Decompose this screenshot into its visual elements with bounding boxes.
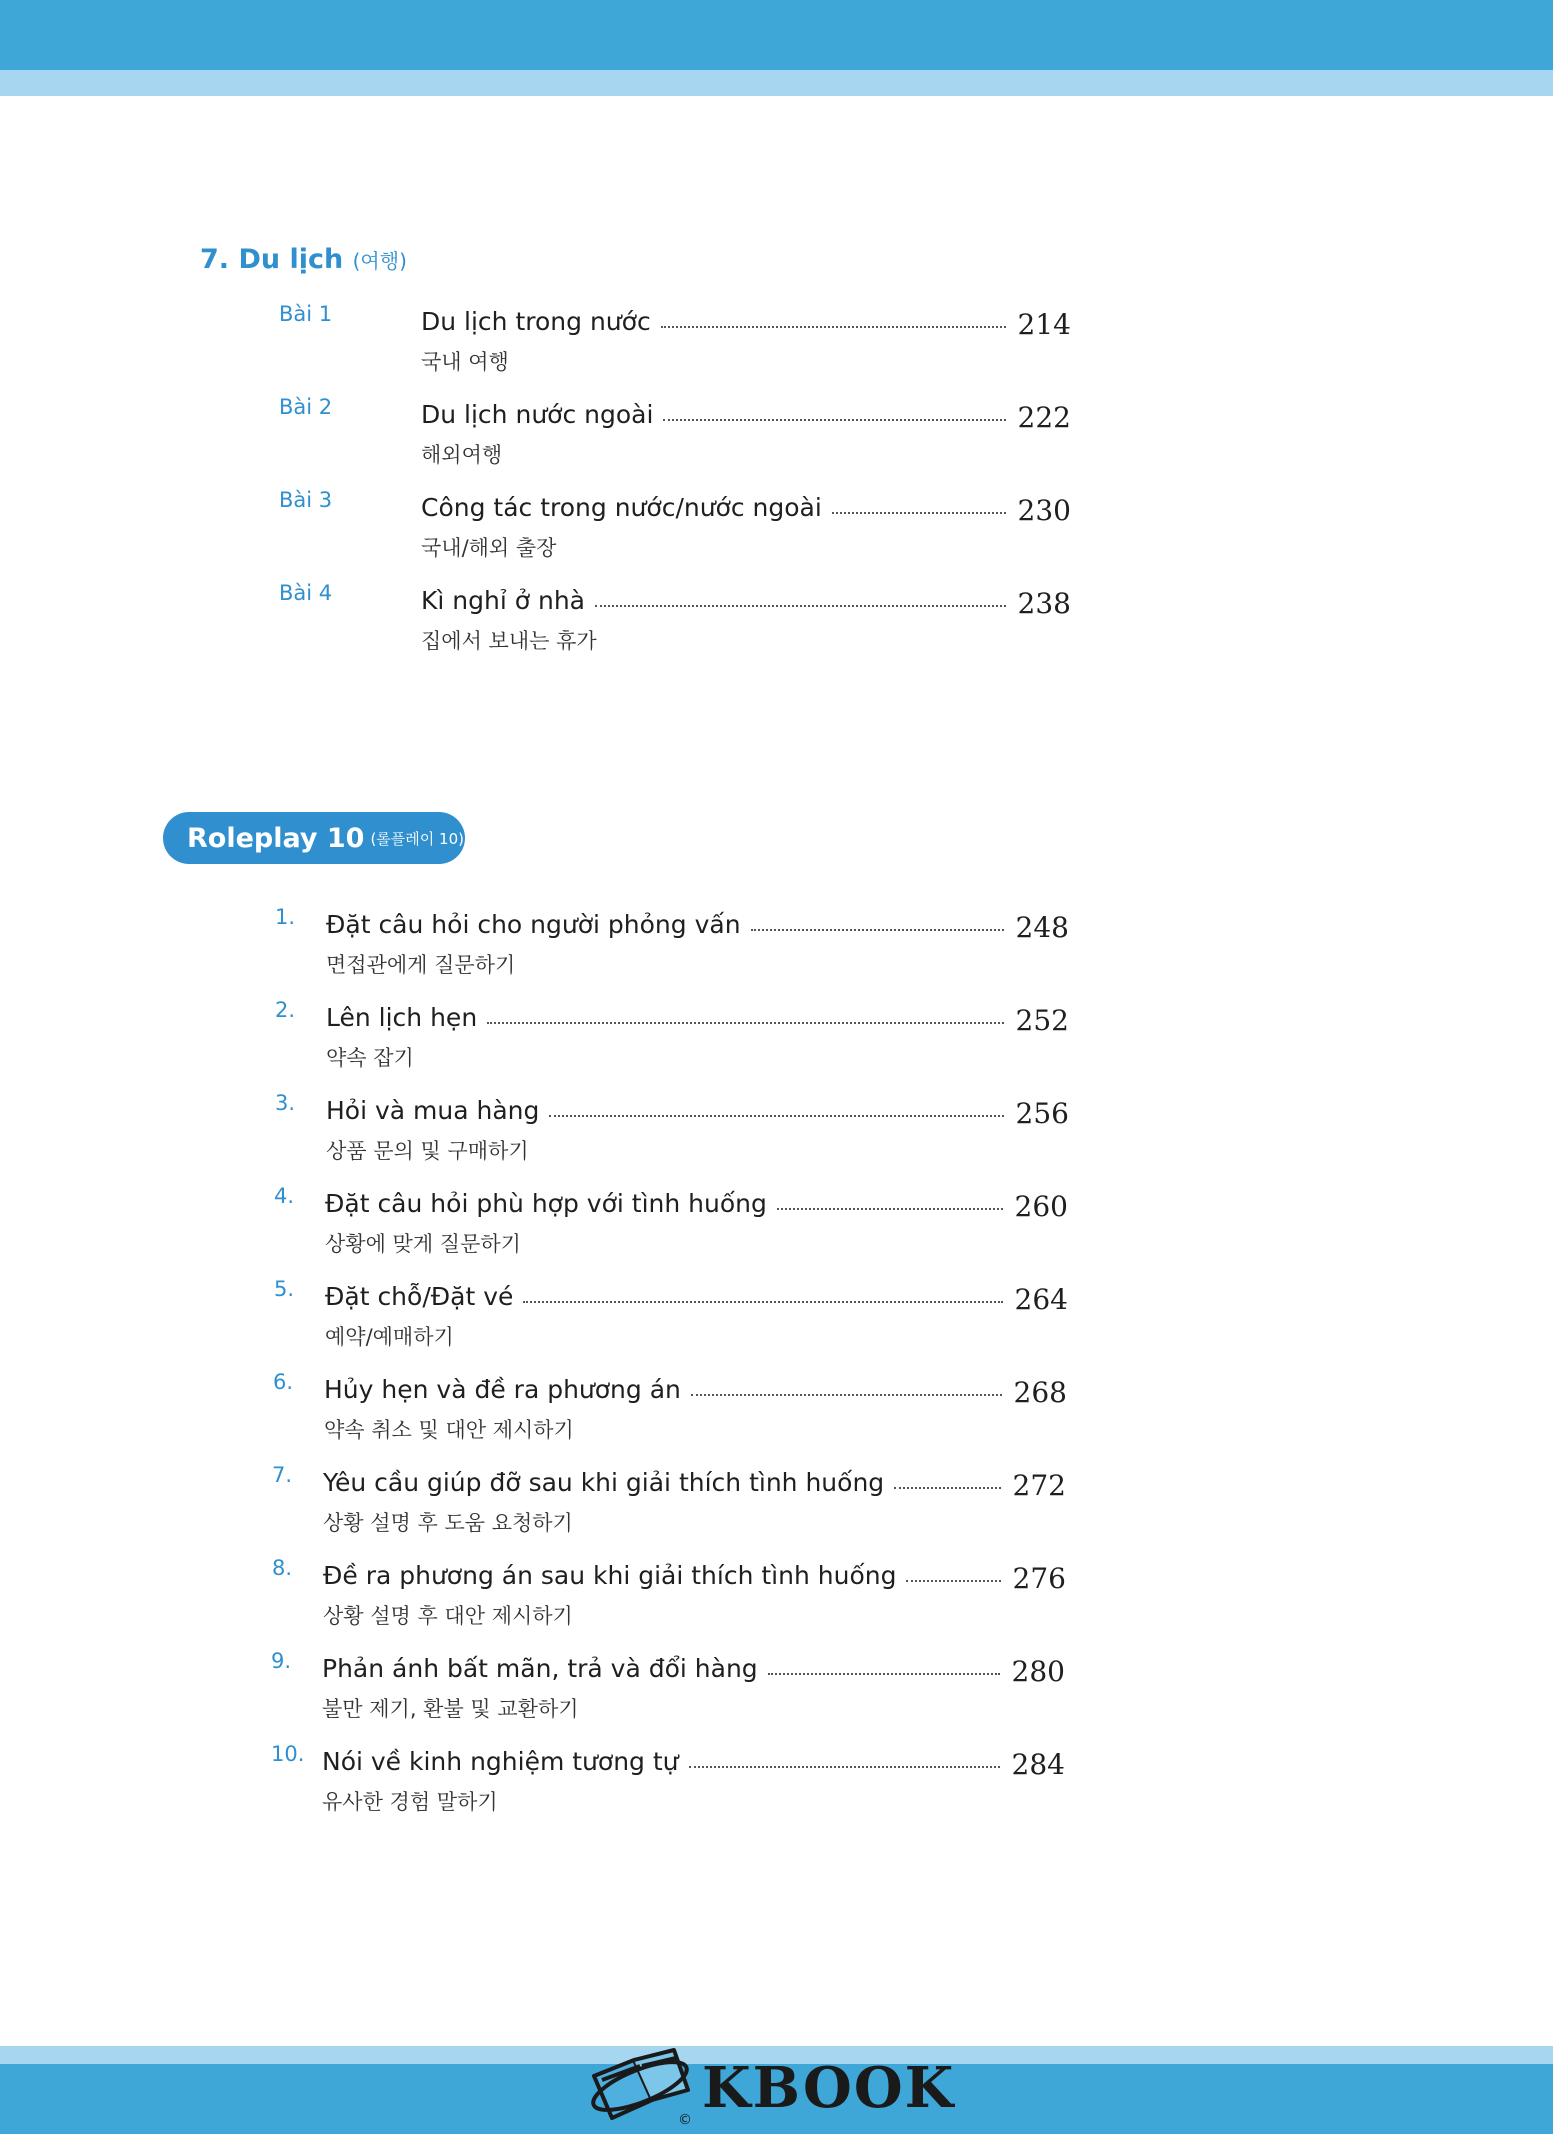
toc-entry-korean: 해외여행 (421, 443, 503, 467)
roleplay-entry-title: Phản ánh bất mãn, trả và đổi hàng (322, 1654, 758, 1683)
roleplay-entry-6[interactable] (273, 1370, 1067, 1460)
roleplay-entry-korean: 불만 제기, 환불 및 교환하기 (322, 1697, 579, 1721)
roleplay-entry-number: 5. (274, 1277, 295, 1301)
dot-leader (751, 929, 1004, 931)
dot-leader (832, 512, 1006, 514)
roleplay-entry-title: Hủy hẹn và đề ra phương án (324, 1375, 681, 1404)
dot-leader (661, 326, 1006, 328)
roleplay-entry-title: Đề ra phương án sau khi giải thích tình huống (323, 1561, 897, 1590)
roleplay-entry-korean: 상황 설명 후 도움 요청하기 (323, 1511, 573, 1535)
roleplay-entry-page: 280 (1011, 1655, 1065, 1688)
toc-entry-title: Du lịch nước ngoài (421, 400, 654, 429)
toc-entry-title: Kì nghỉ ở nhà (421, 586, 585, 615)
roleplay-entry-7[interactable] (272, 1463, 1066, 1553)
roleplay-entry-number: 6. (273, 1370, 294, 1394)
roleplay-heading-pill (163, 812, 465, 864)
roleplay-entry-3[interactable] (275, 1091, 1069, 1181)
dot-leader (777, 1208, 1003, 1210)
kbook-logo (580, 2036, 1000, 2134)
dot-leader (663, 419, 1005, 421)
roleplay-entry-number: 9. (271, 1649, 292, 1673)
roleplay-entry-title: Hỏi và mua hàng (326, 1096, 540, 1125)
roleplay-entry-page: 252 (1015, 1004, 1069, 1037)
dot-leader (595, 605, 1006, 607)
toc-entry-korean: 집에서 보내는 휴가 (421, 629, 597, 653)
roleplay-entry-title: Yêu cầu giúp đỡ sau khi giải thích tình huống (323, 1468, 885, 1497)
roleplay-entry-korean: 상품 문의 및 구매하기 (326, 1139, 529, 1163)
kbook-logo-text: KBOOK (702, 2055, 956, 2121)
roleplay-entry-number: 1. (275, 905, 296, 929)
dot-leader (768, 1673, 1000, 1675)
toc-entry-bai-1[interactable] (279, 302, 1071, 392)
roleplay-entry-number: 7. (272, 1463, 293, 1487)
dot-leader (523, 1301, 1002, 1303)
roleplay-entry-korean: 면접관에게 질문하기 (326, 953, 516, 977)
top-banner-band-light (0, 70, 1553, 96)
roleplay-title-sub: (롤플레이 10) (370, 829, 464, 848)
toc-entry-page: 222 (1017, 401, 1071, 434)
roleplay-entry-number: 10. (271, 1742, 305, 1766)
roleplay-entry-korean: 예약/예매하기 (325, 1325, 454, 1349)
roleplay-entry-10[interactable] (271, 1742, 1065, 1832)
toc-entry-korean: 국내 여행 (421, 350, 509, 374)
toc-entry-page: 238 (1017, 587, 1071, 620)
roleplay-entry-8[interactable] (272, 1556, 1066, 1646)
roleplay-entry-page: 264 (1014, 1283, 1068, 1316)
dot-leader (689, 1766, 1000, 1768)
dot-leader (487, 1022, 1003, 1024)
roleplay-entry-2[interactable] (275, 998, 1069, 1088)
toc-entry-title: Công tác trong nước/nước ngoài (421, 493, 822, 522)
dot-leader (894, 1487, 1000, 1489)
toc-entry-page: 230 (1017, 494, 1071, 527)
dot-leader (691, 1394, 1002, 1396)
roleplay-entry-number: 8. (272, 1556, 293, 1580)
roleplay-entry-title: Nói về kinh nghiệm tương tự (322, 1747, 679, 1776)
roleplay-entry-page: 248 (1015, 911, 1069, 944)
section-title (200, 244, 407, 275)
toc-entry-page: 214 (1017, 308, 1071, 341)
dot-leader (906, 1580, 1000, 1582)
roleplay-entry-korean: 상황 설명 후 대안 제시하기 (323, 1604, 573, 1628)
roleplay-entry-page: 256 (1015, 1097, 1069, 1130)
roleplay-entry-4[interactable] (274, 1184, 1068, 1274)
roleplay-entry-page: 260 (1014, 1190, 1068, 1223)
toc-entry-bai-4[interactable] (279, 581, 1071, 671)
copyright-mark: © (678, 2112, 692, 2128)
roleplay-entry-9[interactable] (271, 1649, 1065, 1739)
roleplay-entry-korean: 유사한 경험 말하기 (322, 1790, 498, 1814)
toc-entry-label: Bài 2 (279, 395, 333, 419)
roleplay-entry-page: 276 (1012, 1562, 1066, 1595)
roleplay-entry-title: Đặt chỗ/Đặt vé (325, 1282, 514, 1311)
roleplay-entry-korean: 상황에 맞게 질문하기 (325, 1232, 521, 1256)
toc-entry-label: Bài 3 (279, 488, 333, 512)
toc-entry-label: Bài 1 (279, 302, 333, 326)
section-title-sub: (여행) (352, 249, 407, 273)
roleplay-entry-title: Đặt câu hỏi phù hợp với tình huống (325, 1189, 767, 1218)
roleplay-entry-5[interactable] (274, 1277, 1068, 1367)
roleplay-entry-page: 268 (1013, 1376, 1067, 1409)
toc-entry-label: Bài 4 (279, 581, 333, 605)
roleplay-entry-number: 2. (275, 998, 296, 1022)
dot-leader (549, 1115, 1003, 1117)
roleplay-entry-title: Lên lịch hẹn (326, 1003, 478, 1032)
roleplay-entry-page: 284 (1011, 1748, 1065, 1781)
toc-entry-title: Du lịch trong nước (421, 307, 651, 336)
roleplay-entry-number: 3. (275, 1091, 296, 1115)
roleplay-entry-korean: 약속 취소 및 대안 제시하기 (324, 1418, 574, 1442)
toc-entry-bai-2[interactable] (279, 395, 1071, 485)
roleplay-entry-number: 4. (274, 1184, 295, 1208)
roleplay-title: Roleplay 10 (187, 822, 365, 854)
roleplay-entry-page: 272 (1012, 1469, 1066, 1502)
section-title-text: 7. Du lịch (200, 244, 344, 275)
roleplay-entry-1[interactable] (275, 905, 1069, 995)
toc-entry-bai-3[interactable] (279, 488, 1071, 578)
roleplay-entry-title: Đặt câu hỏi cho người phỏng vấn (326, 910, 741, 939)
toc-entry-korean: 국내/해외 출장 (421, 536, 557, 560)
roleplay-entry-korean: 약속 잡기 (326, 1046, 414, 1070)
top-banner-band (0, 0, 1553, 70)
